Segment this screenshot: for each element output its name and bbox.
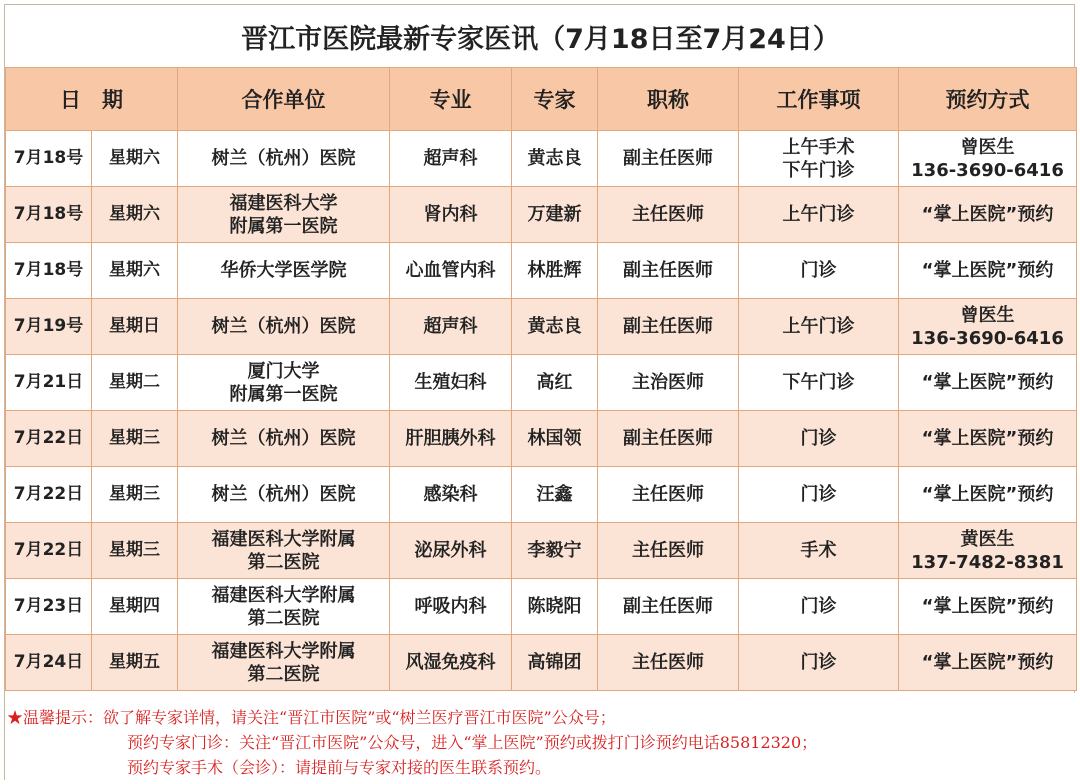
cell-unit-line: 树兰（杭州）医院 — [211, 316, 356, 337]
cell-unit-line: 第二医院 — [247, 551, 320, 573]
cell-date: 7月18号 — [6, 243, 92, 299]
cell-specialty: 生殖妇科 — [390, 355, 512, 411]
page-title: 晋江市医院最新专家医讯（7月18日至7月24日） — [5, 5, 1076, 69]
cell-title: 副主任医师 — [598, 131, 739, 187]
cell-unit-line: 附属第一医院 — [229, 215, 338, 237]
cell-booking — [899, 187, 1077, 243]
table-row — [6, 299, 1077, 355]
cell-task-line: 上午手术 — [782, 136, 855, 158]
cell-weekday: 星期五 — [92, 635, 178, 691]
cell-booking-line: 曾医生 — [960, 136, 1015, 158]
cell-date: 7月18号 — [6, 187, 92, 243]
cell-expert: 汪鑫 — [512, 467, 598, 523]
cell-booking — [899, 579, 1077, 635]
column-header-expert: 专家 — [512, 68, 598, 131]
cell-task — [739, 355, 899, 411]
cell-unit — [178, 131, 390, 187]
cell-task — [739, 579, 899, 635]
cell-specialty: 心血管内科 — [390, 243, 512, 299]
cell-task — [739, 299, 899, 355]
cell-unit-line: 树兰（杭州）医院 — [211, 484, 356, 505]
cell-task-line: 门诊 — [800, 260, 837, 281]
cell-date: 7月24日 — [6, 635, 92, 691]
cell-specialty: 感染科 — [390, 467, 512, 523]
cell-weekday: 星期二 — [92, 355, 178, 411]
cell-expert: 黄志良 — [512, 131, 598, 187]
cell-title: 副主任医师 — [598, 579, 739, 635]
cell-date: 7月19号 — [6, 299, 92, 355]
cell-booking — [899, 299, 1077, 355]
table-row — [6, 187, 1077, 243]
cell-unit — [178, 635, 390, 691]
cell-unit-line: 厦门大学 — [247, 360, 320, 382]
cell-task — [739, 467, 899, 523]
cell-specialty: 超声科 — [390, 131, 512, 187]
cell-booking — [899, 131, 1077, 187]
cell-title: 主任医师 — [598, 523, 739, 579]
cell-weekday: 星期三 — [92, 523, 178, 579]
cell-unit-line: 第二医院 — [247, 607, 320, 629]
cell-date: 7月22日 — [6, 523, 92, 579]
cell-unit-line: 第二医院 — [247, 663, 320, 685]
cell-expert: 万建新 — [512, 187, 598, 243]
cell-booking-line: 136-3690-6416 — [911, 159, 1064, 181]
cell-date: 7月21日 — [6, 355, 92, 411]
cell-task-line: 手术 — [800, 540, 837, 561]
column-header-task: 工作事项 — [739, 68, 899, 131]
cell-title: 主任医师 — [598, 187, 739, 243]
cell-specialty: 泌尿外科 — [390, 523, 512, 579]
cell-unit — [178, 467, 390, 523]
column-header-unit: 合作单位 — [178, 68, 390, 131]
cell-weekday: 星期六 — [92, 187, 178, 243]
cell-task-line: 门诊 — [800, 484, 837, 505]
cell-booking — [899, 523, 1077, 579]
note-line-3: 预约专家手术（会诊）：请提前与专家对接的医生联系预约。 — [127, 758, 552, 777]
table-row — [6, 579, 1077, 635]
table-row — [6, 131, 1077, 187]
cell-booking-line: 曾医生 — [960, 304, 1015, 326]
cell-task-line: 门诊 — [800, 652, 837, 673]
cell-expert: 李毅宁 — [512, 523, 598, 579]
table-row — [6, 635, 1077, 691]
cell-title: 副主任医师 — [598, 243, 739, 299]
cell-expert: 高红 — [512, 355, 598, 411]
cell-unit — [178, 299, 390, 355]
cell-unit — [178, 411, 390, 467]
column-header-specialty: 专业 — [390, 68, 512, 131]
cell-title: 主治医师 — [598, 355, 739, 411]
cell-booking — [899, 411, 1077, 467]
cell-booking-line: 136-3690-6416 — [911, 327, 1064, 349]
note-text-1: 温馨提示：欲了解专家详情，请关注“晋江市医院”或“树兰医疗晋江市医院”公众号； — [23, 708, 616, 727]
cell-expert: 黄志良 — [512, 299, 598, 355]
cell-specialty: 呼吸内科 — [390, 579, 512, 635]
cell-task-line: 上午门诊 — [782, 204, 855, 225]
cell-title: 主任医师 — [598, 467, 739, 523]
cell-task-line: 下午门诊 — [782, 159, 855, 181]
cell-expert: 林国领 — [512, 411, 598, 467]
cell-booking — [899, 467, 1077, 523]
cell-unit — [178, 355, 390, 411]
cell-title: 副主任医师 — [598, 299, 739, 355]
expert-schedule-table — [5, 67, 1077, 691]
table-row — [6, 467, 1077, 523]
cell-unit — [178, 523, 390, 579]
table-row — [6, 355, 1077, 411]
cell-task — [739, 635, 899, 691]
cell-task — [739, 523, 899, 579]
cell-weekday: 星期四 — [92, 579, 178, 635]
cell-weekday: 星期日 — [92, 299, 178, 355]
cell-date: 7月22日 — [6, 411, 92, 467]
cell-task — [739, 411, 899, 467]
cell-booking-line: “掌上医院”预约 — [921, 596, 1054, 617]
cell-unit-line: 福建医科大学 — [229, 192, 338, 214]
note-line-1 — [5, 705, 1076, 730]
cell-booking — [899, 243, 1077, 299]
cell-specialty: 风湿免疫科 — [390, 635, 512, 691]
cell-unit-line: 福建医科大学附属 — [211, 640, 356, 662]
cell-expert: 林胜辉 — [512, 243, 598, 299]
cell-unit — [178, 187, 390, 243]
star-icon: ★ — [7, 708, 24, 727]
cell-booking-line: “掌上医院”预约 — [921, 484, 1054, 505]
cell-date: 7月23日 — [6, 579, 92, 635]
column-header-date: 日 期 — [6, 68, 178, 131]
cell-unit — [178, 579, 390, 635]
reminder-notes — [5, 693, 1076, 781]
cell-weekday: 星期六 — [92, 243, 178, 299]
table-row — [6, 243, 1077, 299]
cell-booking-line: “掌上医院”预约 — [921, 260, 1054, 281]
table-header-row — [6, 68, 1077, 131]
cell-task — [739, 187, 899, 243]
cell-specialty: 肾内科 — [390, 187, 512, 243]
cell-specialty: 肝胆胰外科 — [390, 411, 512, 467]
cell-booking-line: “掌上医院”预约 — [921, 372, 1054, 393]
cell-booking-line: 黄医生 — [960, 528, 1015, 550]
cell-unit-line: 华侨大学医学院 — [220, 260, 347, 281]
cell-booking — [899, 355, 1077, 411]
cell-unit — [178, 243, 390, 299]
cell-task — [739, 131, 899, 187]
table-row — [6, 411, 1077, 467]
cell-booking — [899, 635, 1077, 691]
cell-weekday: 星期六 — [92, 131, 178, 187]
cell-expert: 陈晓阳 — [512, 579, 598, 635]
note-line-2: 预约专家门诊：关注“晋江市医院”公众号，进入“掌上医院”预约或拨打门诊预约电话85812320； — [127, 733, 818, 752]
cell-task-line: 门诊 — [800, 596, 837, 617]
schedule-sheet — [4, 4, 1075, 780]
cell-unit-line: 福建医科大学附属 — [211, 528, 356, 550]
cell-date: 7月18号 — [6, 131, 92, 187]
cell-weekday: 星期三 — [92, 467, 178, 523]
cell-task-line: 门诊 — [800, 428, 837, 449]
cell-booking-line: “掌上医院”预约 — [921, 428, 1054, 449]
cell-task-line: 上午门诊 — [782, 316, 855, 337]
table-row — [6, 523, 1077, 579]
cell-task — [739, 243, 899, 299]
cell-specialty: 超声科 — [390, 299, 512, 355]
cell-weekday: 星期三 — [92, 411, 178, 467]
cell-date: 7月22日 — [6, 467, 92, 523]
cell-booking-line: “掌上医院”预约 — [921, 652, 1054, 673]
cell-unit-line: 福建医科大学附属 — [211, 584, 356, 606]
cell-unit-line: 树兰（杭州）医院 — [211, 148, 356, 169]
column-header-title: 职称 — [598, 68, 739, 131]
cell-booking-line: 137-7482-8381 — [911, 551, 1064, 573]
cell-booking-line: “掌上医院”预约 — [921, 204, 1054, 225]
cell-expert: 高锦团 — [512, 635, 598, 691]
cell-title: 主任医师 — [598, 635, 739, 691]
cell-title: 副主任医师 — [598, 411, 739, 467]
cell-unit-line: 树兰（杭州）医院 — [211, 428, 356, 449]
cell-unit-line: 附属第一医院 — [229, 383, 338, 405]
cell-task-line: 下午门诊 — [782, 372, 855, 393]
column-header-booking: 预约方式 — [899, 68, 1077, 131]
